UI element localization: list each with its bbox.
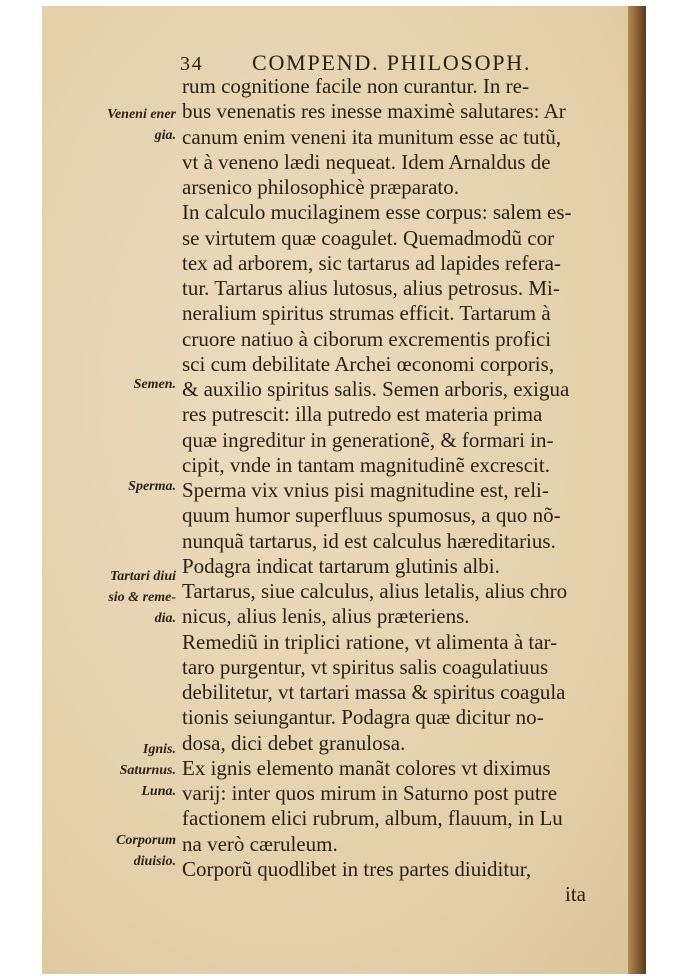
- catchword: ita: [565, 882, 586, 906]
- text-line: factionem elici rubrum, album, flauum, in Lu: [182, 806, 563, 831]
- text-line: dosa, dici debet granulosa.: [182, 730, 406, 755]
- text-line: varij: inter quos mirum in Saturno post putre: [182, 781, 558, 805]
- running-title: COMPEND. PHILOSOPH.: [252, 50, 532, 75]
- margin-note-veneni: [90, 104, 176, 146]
- text-line: canum enim veneni ita munitum esse ac tutũ,: [182, 124, 562, 149]
- text-line: Podagra indicat tartarum glutinis albi.: [182, 553, 500, 578]
- margin-note-line: dia.: [154, 611, 176, 626]
- text-line: vt à veneno lædi nequeat. Idem Arnaldus de: [182, 149, 551, 174]
- margin-note-line: Tartari diui: [109, 569, 176, 584]
- text-line: & auxilio spiritus salis. Semen arboris, exigua: [182, 377, 570, 401]
- text-line: neralium spiritus strumas efficit. Tartarum à: [182, 301, 551, 326]
- text-line: bus venenatis res inesse maximè salutares: Ar: [182, 99, 566, 124]
- text-line: Ex ignis elemento manãt colores vt diximus: [182, 755, 551, 780]
- margin-note-line: Luna.: [141, 784, 176, 799]
- margin-note-semen: [90, 374, 176, 395]
- text-line: Sperma vix vnius pisi magnitudine est, reli-: [182, 478, 549, 502]
- text-line: debilitetur, vt tartari massa & spiritus coagula: [182, 680, 566, 704]
- text-line: cruore natiuo à ciborum excrementis profici: [182, 326, 552, 351]
- margin-note-line: sio & reme-: [108, 590, 176, 605]
- text-line: se virtutem quæ coagulet. Quemadmodũ cor: [182, 225, 555, 250]
- text-line: arsenico philosophicè præparato.: [182, 175, 459, 199]
- text-line: tionis seiungantur. Podagra quæ dicitur no-: [182, 705, 544, 730]
- margin-note-sperma: [90, 476, 176, 497]
- text-line: Tartarus, siue calculus, alius letalis, alius chro: [182, 579, 568, 603]
- text-line: nunquã tartarus, id est calculus hæreditarius.: [182, 528, 556, 553]
- text-line: In calculo mucilaginem esse corpus: salem es-: [182, 200, 572, 225]
- page-number: 34: [180, 53, 204, 75]
- margin-note-line: Saturnus.: [119, 763, 176, 778]
- margin-note-line: Semen.: [133, 377, 176, 392]
- margin-note-line: Ignis.: [142, 742, 176, 757]
- text-line: cipit, vnde in tantam magnitudinẽ excrescit.: [182, 452, 550, 477]
- text-line: res putrescit: illa putredo est materia prima: [182, 402, 543, 427]
- margin-note-tartari: [90, 566, 176, 629]
- text-line: quæ ingreditur in generationẽ, & formari in-: [182, 427, 554, 452]
- margin-note-line: Corporum: [116, 833, 176, 848]
- text-line: tex ad arborem, sic tartarus ad lapides refera-: [182, 250, 561, 275]
- margin-note-corporum: [90, 830, 176, 872]
- margin-note-line: Veneni ener: [107, 107, 176, 122]
- margin-note-line: diuisio.: [133, 854, 176, 869]
- text-line: tur. Tartarus alius lutosus, alius petrosus. Mi-: [182, 276, 560, 300]
- text-line: nicus, alius lenis, alius præteriens.: [182, 604, 470, 629]
- main-text-block: [182, 74, 614, 907]
- page-binding-edge: [628, 6, 646, 974]
- margin-note-line: Sperma.: [128, 479, 176, 494]
- text-line: sci cum debilitate Archei œconomi corporis,: [182, 351, 555, 376]
- margin-note-ignis: [90, 739, 176, 802]
- text-line: Corporũ quodlibet in tres partes diuiditur,: [182, 856, 532, 881]
- text-line: na verò cæruleum.: [182, 831, 338, 856]
- text-line: Remediũ in triplici ratione, vt alimenta à tar-: [182, 629, 558, 654]
- text-line: rum cognitione facile non curantur. In re-: [182, 74, 529, 98]
- text-line: taro purgentur, vt spiritus salis coagulatiuus: [182, 654, 549, 679]
- text-line: quum humor superfluus spumosus, a quo nõ-: [182, 503, 561, 528]
- margin-note-line: gia.: [154, 128, 176, 143]
